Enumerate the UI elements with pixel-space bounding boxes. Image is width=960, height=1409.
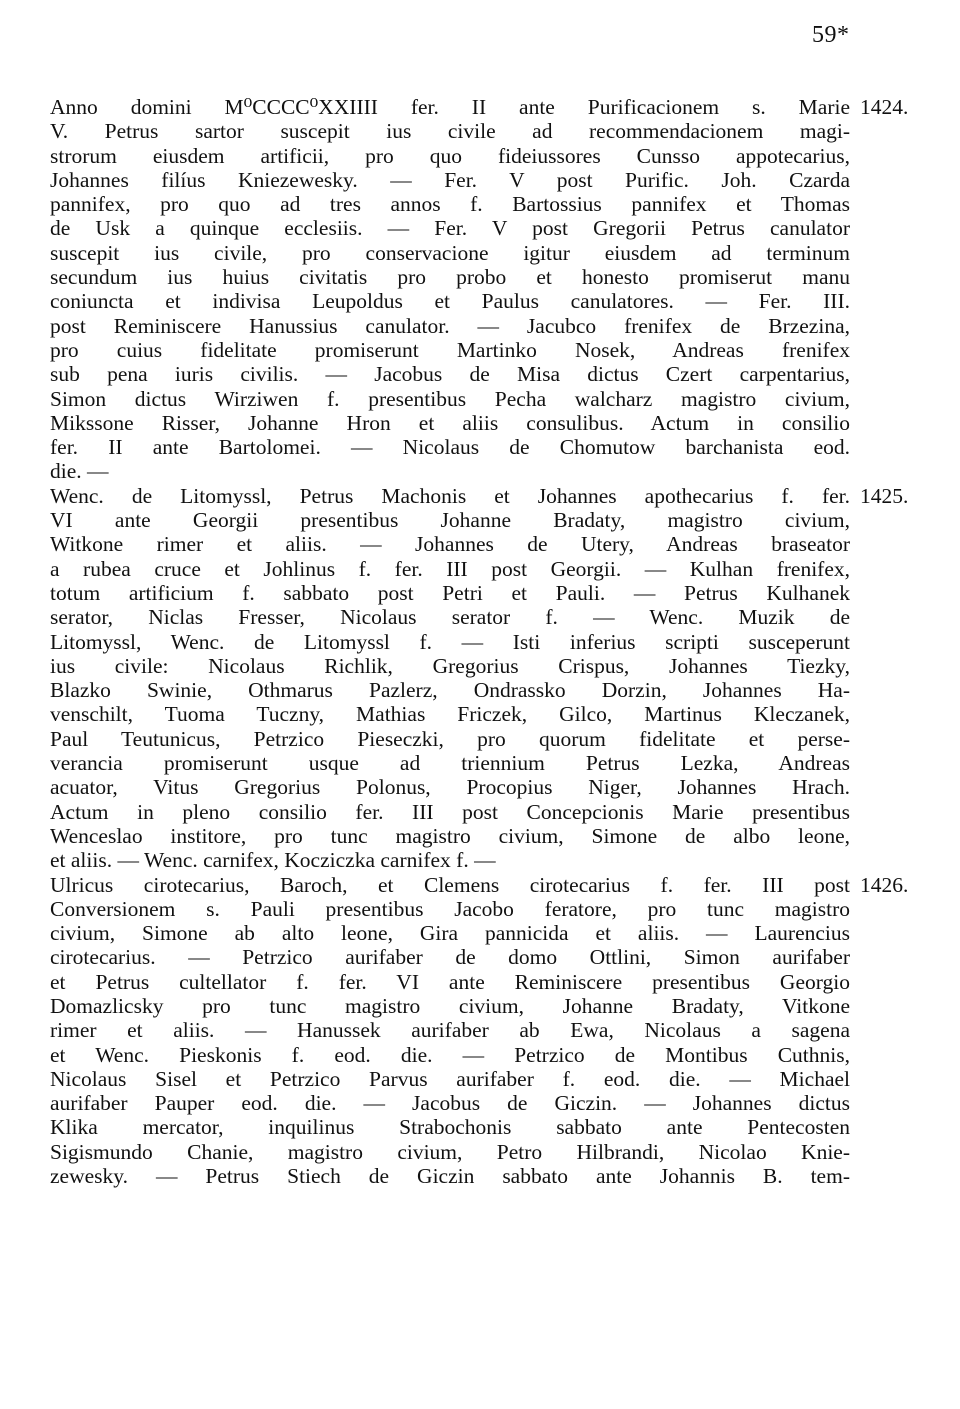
text-line: sub pena iuris civilis. — Jacobus de Misa dictus Czert carpentarius, [50,362,850,387]
text-line: Blazko Swinie, Othmarus Pazlerz, Ondrassko Dorzin, Johannes Ha- [50,678,850,703]
text-line: pro cuius fidelitate promiserunt Martinko Nosek, Andreas frenifex [50,337,850,362]
text-line: Wenceslao institore, pro tunc magistro civium, Simone de albo leone, [50,823,850,848]
text-line: Ulricus cirotecarius, Baroch, et Clemens cirotecarius f. fer. III post [50,872,850,897]
text-line: civium, Simone ab alto leone, Gira pannicida et aliis. — Laurencius [50,921,850,946]
text-line: suscepit ius civile, pro conservacione igitur eiusdem ad terminum [50,240,850,265]
page-number: 59* [812,22,850,48]
text-line: die. — [50,459,109,484]
text-line: ius civile: Nicolaus Richlik, Gregorius Crispus, Johannes Tiezky, [50,653,850,678]
text-line: cirotecarius. — Petrzico aurifaber de domo Ottlini, Simon aurifaber [50,945,850,970]
text-line: a rubea cruce et Johlinus f. fer. III post Georgii. — Kulhan frenifex, [50,556,850,581]
text-line: rimer et aliis. — Hanussek aurifaber ab Ewa, Nicolaus a sagena [50,1018,850,1043]
text-line: de Usk a quinque ecclesiis. — Fer. V post Gregorii Petrus canulator [50,216,850,241]
text-line: post Reminiscere Hanussius canulator. — Jacubco frenifex de Brzezina, [50,313,850,338]
text-line: strorum eiusdem artificii, pro quo fideiussores Cunsso appotecarius, [50,143,850,168]
text-line: Sigismundo Chanie, magistro civium, Petro Hilbrandi, Nicolao Knie- [50,1139,850,1164]
text-line: Paul Teutunicus, Petrzico Pieseczki, pro quorum fidelitate et perse- [50,726,850,751]
text-line: secundum ius huius civitatis pro probo et honesto promiserut manu [50,265,850,290]
text-line: Anno domini M⁰CCCC⁰XXIIII fer. II ante Purificacionem s. Marie [50,95,850,119]
text-line: totum artificium f. sabbato post Petri et Pauli. — Petrus Kulhanek [50,580,850,605]
text-line: et Wenc. Pieskonis f. eod. die. — Petrzico de Montibus Cuthnis, [50,1042,850,1067]
text-line: et Petrus cultellator f. fer. VI ante Reminiscere presentibus Georgio [50,969,850,994]
text-line: pannifex, pro quo ad tres annos f. Bartossius pannifex et Thomas [50,192,850,217]
text-line: Litomyssl, Wenc. de Litomyssl f. — Isti inferius scripti susceperunt [50,629,850,654]
text-line: Actum in pleno consilio fer. III post Concepcionis Marie presentibus [50,799,850,824]
text-line: acuator, Vitus Gregorius Polonus, Procopius Niger, Johannes Hrach. [50,775,850,800]
text-line: Simon dictus Wirziwen f. presentibus Pecha walcharz magistro civium, [50,386,850,411]
text-line: Klika mercator, inquilinus Strabochonis sabbato ante Pentecosten [50,1115,850,1140]
text-line: Witkone rimer et aliis. — Johannes de Utery, Andreas braseator [50,532,850,557]
text-line: fer. II ante Bartolomei. — Nicolaus de Chomutow barchanista eod. [50,435,850,460]
text-line: Mikssone Risser, Johanne Hron et aliis consulibus. Actum in consilio [50,410,850,435]
text-line: zewesky. — Petrus Stiech de Giczin sabbato ante Johannis B. tem- [50,1164,850,1189]
text-line: venschilt, Tuoma Tuczny, Mathias Friczek, Gilco, Martinus Kleczanek, [50,702,850,727]
text-line: serator, Niclas Fresser, Nicolaus serator f. — Wenc. Muzik de [50,605,850,630]
text-line: Nicolaus Sisel et Petrzico Parvus aurifaber f. eod. die. — Michael [50,1066,850,1091]
text-line: verancia promiserunt usque ad triennium Petrus Lezka, Andreas [50,751,850,776]
margin-year: 1425. [860,483,909,508]
text-line: Wenc. de Litomyssl, Petrus Machonis et Johannes apothecarius f. fer. [50,483,850,508]
text-line: VI ante Georgii presentibus Johanne Bradaty, magistro civium, [50,508,850,533]
text-line: Conversionem s. Pauli presentibus Jacobo feratore, pro tunc magistro [50,896,850,921]
text-line: V. Petrus sartor suscepit ius civile ad recommendacionem magi- [50,119,850,144]
margin-year: 1424. [860,95,909,119]
document-body [50,95,850,1188]
text-line: coniuncta et indivisa Leupoldus et Paulus canulatores. — Fer. III. [50,289,850,314]
text-line: aurifaber Pauper eod. die. — Jacobus de Giczin. — Johannes dictus [50,1091,850,1116]
text-line: Johannes filíus Kniezewesky. — Fer. V post Purific. Joh. Czarda [50,167,850,192]
text-line: Domazlicsky pro tunc magistro civium, Johanne Bradaty, Vitkone [50,993,850,1018]
text-line: et aliis. — Wenc. carnifex, Kocziczka carnifex f. — [50,848,496,873]
margin-year: 1426. [860,872,909,897]
